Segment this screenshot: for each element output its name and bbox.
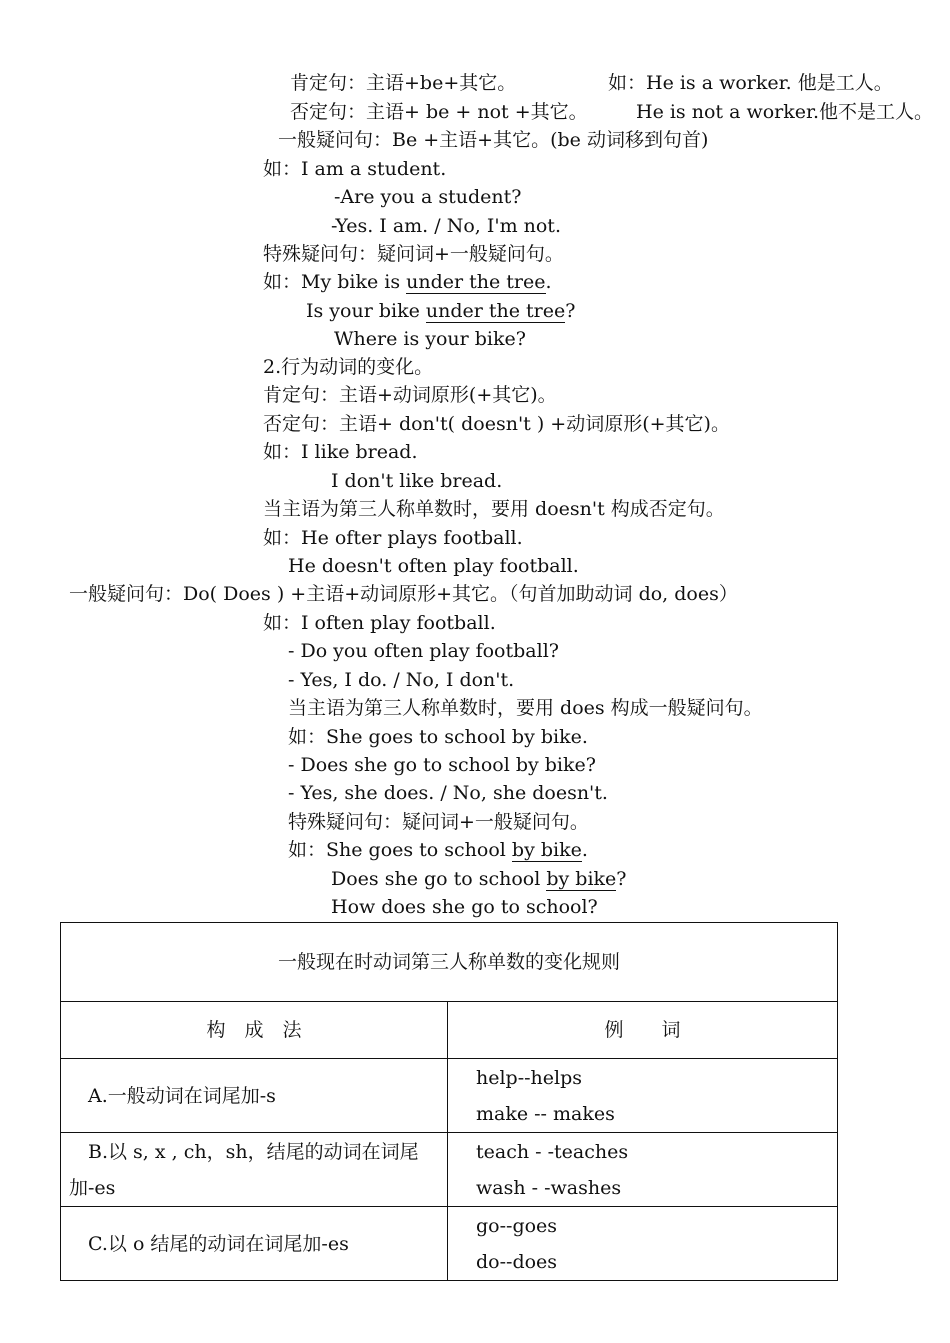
verb-positive-rule: 肯定句：主语+动词原形(+其它)。 bbox=[263, 384, 557, 406]
verb-wh-example-2: Does she go to school by bike? bbox=[331, 868, 627, 890]
example-word: help--helps bbox=[476, 1066, 583, 1089]
example-word: make -- makes bbox=[476, 1102, 615, 1125]
be-question-example-2: -Are you a student? bbox=[334, 186, 522, 208]
be-wh-question-rule: 特殊疑问句：疑问词+一般疑问句。 bbox=[263, 243, 564, 265]
underlined-phrase: under the tree bbox=[425, 300, 566, 322]
be-negative-rule: 否定句：主语+ be + not +其它。 bbox=[290, 101, 588, 123]
example-word: do--does bbox=[476, 1250, 558, 1273]
underlined-phrase: by bike bbox=[511, 839, 582, 861]
example-word: go--goes bbox=[476, 1214, 558, 1237]
table-row bbox=[61, 1059, 838, 1133]
section-2-heading: 2.行为动词的变化。 bbox=[263, 356, 434, 378]
underlined-phrase: by bike bbox=[546, 868, 617, 890]
verb-wh-example-3: How does she go to school? bbox=[331, 896, 598, 918]
rule-text-continued: 加-es bbox=[69, 1176, 116, 1199]
be-positive-rule: 肯定句：主语+be+其它。 bbox=[290, 72, 517, 94]
verb-wh-example-1: 如：She goes to school by bike. bbox=[288, 839, 588, 861]
verb-question-example-1: 如：I often play football. bbox=[263, 612, 496, 634]
be-wh-example-2: Is your bike under the tree? bbox=[306, 300, 576, 322]
rule-cell bbox=[61, 1133, 448, 1207]
table-row bbox=[61, 1207, 838, 1281]
table-header-rule: 构 成 法 bbox=[61, 1002, 448, 1059]
third-person-rules-table bbox=[60, 922, 838, 1281]
example-word: wash - -washes bbox=[476, 1176, 622, 1199]
example-cell bbox=[448, 1059, 838, 1133]
verb-question-example-3: - Yes, I do. / No, I don't. bbox=[288, 669, 515, 691]
be-question-rule: 一般疑问句：Be +主语+其它。(be 动词移到句首) bbox=[278, 129, 709, 151]
third-person-negative-example-2: He doesn't often play football. bbox=[288, 555, 579, 577]
table-title: 一般现在时动词第三人称单数的变化规则 bbox=[61, 923, 838, 1002]
table-header-example: 例 词 bbox=[448, 1002, 838, 1059]
verb-question-rule: 一般疑问句：Do( Does ) +主语+动词原形+其它。（句首加助动词 do, does） bbox=[69, 583, 738, 605]
third-person-negative-note: 当主语为第三人称单数时，要用 doesn't 构成否定句。 bbox=[263, 498, 725, 520]
be-positive-example: 如：He is a worker. 他是工人。 bbox=[608, 72, 893, 94]
rule-text: C.以 o 结尾的动词在词尾加-es bbox=[88, 1232, 349, 1255]
rule-text: A.一般动词在词尾加-s bbox=[88, 1084, 276, 1107]
verb-negative-rule: 否定句：主语+ don't( doesn't ) +动词原形(+其它)。 bbox=[263, 413, 730, 435]
verb-negative-example-1: 如：I like bread. bbox=[263, 441, 418, 463]
example-word: teach - -teaches bbox=[476, 1140, 629, 1163]
rule-cell bbox=[61, 1207, 448, 1281]
example-cell bbox=[448, 1207, 838, 1281]
third-person-question-example-1: 如：She goes to school by bike. bbox=[288, 726, 588, 748]
be-negative-example: He is not a worker.他不是工人。 bbox=[636, 101, 934, 123]
be-question-example-3: -Yes. I am. / No, I'm not. bbox=[331, 215, 561, 237]
third-person-question-example-2: - Does she go to school by bike? bbox=[288, 754, 596, 776]
be-wh-example-3: Where is your bike? bbox=[334, 328, 526, 350]
underlined-phrase: under the tree bbox=[406, 271, 546, 293]
rule-text: B.以 s, x , ch，sh，结尾的动词在词尾 bbox=[88, 1140, 419, 1163]
third-person-question-example-3: - Yes, she does. / No, she doesn't. bbox=[288, 782, 608, 804]
table-row bbox=[61, 1133, 838, 1207]
third-person-negative-example-1: 如：He ofter plays football. bbox=[263, 527, 523, 549]
be-wh-example-1: 如：My bike is under the tree. bbox=[263, 271, 552, 293]
third-person-question-note: 当主语为第三人称单数时，要用 does 构成一般疑问句。 bbox=[288, 697, 763, 719]
be-question-example-1: 如：I am a student. bbox=[263, 158, 447, 180]
example-cell bbox=[448, 1133, 838, 1207]
verb-question-example-2: - Do you often play football? bbox=[288, 640, 559, 662]
verb-negative-example-2: I don't like bread. bbox=[331, 470, 503, 492]
verb-wh-question-rule: 特殊疑问句：疑问词+一般疑问句。 bbox=[288, 811, 589, 833]
rule-cell bbox=[61, 1059, 448, 1133]
